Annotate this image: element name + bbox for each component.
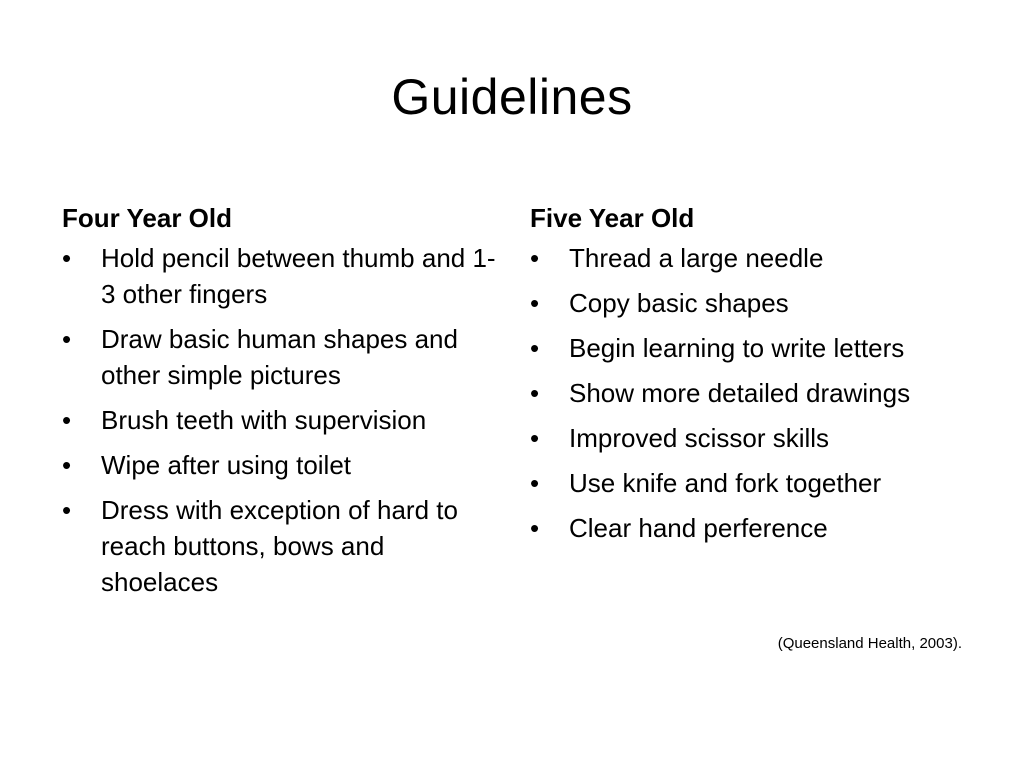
list-item [530,330,970,366]
list-item [530,510,970,546]
list-item-text: Use knife and fork together [569,468,882,498]
list-item-text: Hold pencil between thumb and 1-3 other fingers [101,243,496,309]
list-item-text: Improved scissor skills [569,423,830,453]
bullet-icon: • [62,495,72,525]
list-item [530,465,970,501]
list-item [62,321,502,393]
five-year-old-heading: Five Year Old [530,203,695,233]
bullet-icon: • [530,288,540,318]
list-item-text: Draw basic human shapes and other simple pictures [101,324,458,390]
list-item-text: Dress with exception of hard to reach buttons, bows and shoelaces [101,495,458,597]
bullet-icon: • [530,423,540,453]
five-year-old-list [530,240,970,546]
list-item [530,375,970,411]
bullet-icon: • [62,243,72,273]
list-item-text: Clear hand perference [569,513,828,543]
list-item [62,447,502,483]
list-item-text: Brush teeth with supervision [101,405,427,435]
list-item [62,402,502,438]
bullet-icon: • [530,333,540,363]
list-item [530,240,970,276]
five-year-old-column [530,200,970,555]
list-item-text: Copy basic shapes [569,288,789,318]
bullet-icon: • [530,243,540,273]
four-year-old-column [62,200,502,609]
list-item [62,240,502,312]
slide-title: Guidelines [391,69,633,125]
list-item-text: Begin learning to write letters [569,333,905,363]
four-year-old-heading: Four Year Old [62,203,233,233]
list-item-text: Show more detailed drawings [569,378,911,408]
bullet-icon: • [62,324,72,354]
bullet-icon: • [530,513,540,543]
four-year-old-list [62,240,502,600]
list-item-text: Thread a large needle [569,243,824,273]
list-item [530,285,970,321]
citation: (Queensland Health, 2003). [777,635,962,652]
bullet-icon: • [530,468,540,498]
list-item-text: Wipe after using toilet [101,450,352,480]
list-item [62,492,502,600]
bullet-icon: • [62,405,72,435]
bullet-icon: • [530,378,540,408]
bullet-icon: • [62,450,72,480]
list-item [530,420,970,456]
